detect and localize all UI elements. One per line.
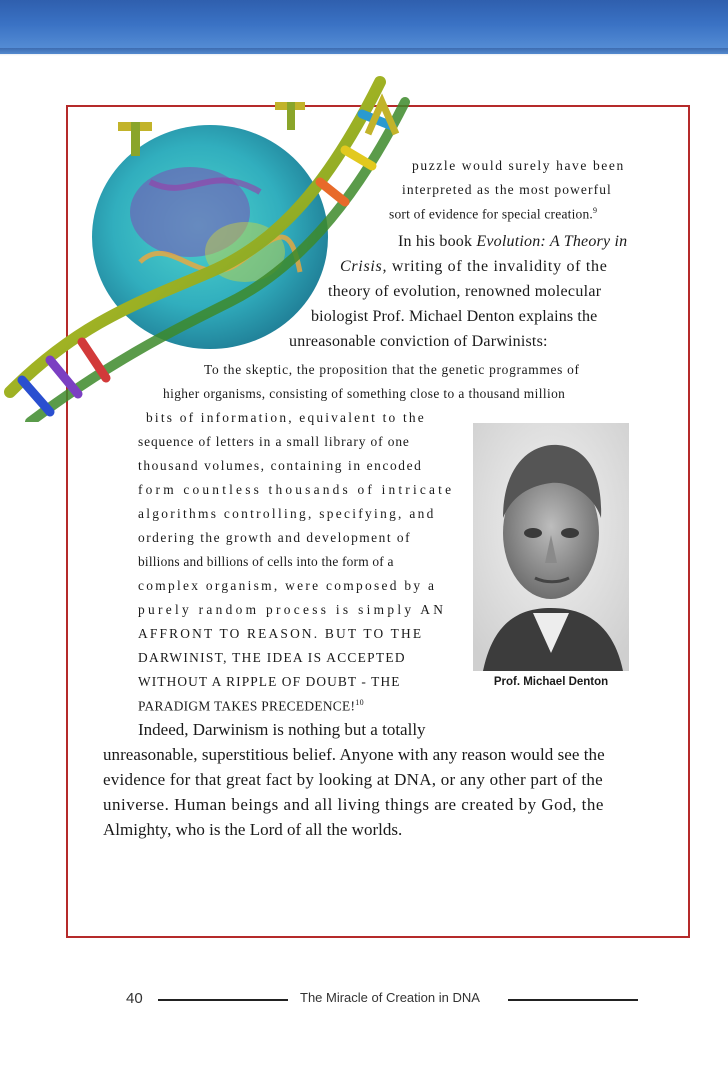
page-number: 40 — [126, 990, 143, 1007]
quote-line-9: billions and billions of cells into the form of a — [138, 554, 394, 569]
para2-lead: In his book — [398, 233, 477, 250]
quote-line-11: purely random process is simply AN — [138, 602, 447, 617]
quote-line-14: WITHOUT A RIPPLE OF DOUBT - THE — [138, 674, 401, 689]
header-band-shadow — [0, 48, 728, 56]
quote-line-12: AFFRONT TO REASON. BUT TO THE — [138, 626, 424, 641]
quote-line-13: DARWINIST, THE IDEA IS ACCEPTED — [138, 650, 406, 665]
intro-line-2: interpreted as the most powerful — [402, 182, 612, 197]
quote-line-8: ordering the growth and development of — [138, 530, 412, 545]
para2-line-5: unreasonable conviction of Darwinists: — [289, 333, 548, 350]
quote-line-2: higher organisms, consisting of something close to a thousand million — [163, 386, 566, 401]
quote-line-1: To the skeptic, the proposition that the genetic programmes of — [204, 362, 580, 377]
closing-line-4: universe. Human beings and all living things are created by God, the — [103, 795, 604, 814]
quote-line-6: form countless thousands of intricate — [138, 482, 455, 497]
para2-line-2 — [340, 258, 608, 276]
quote-line-3: bits of information, equivalent to the — [146, 410, 426, 425]
book-title-italic: Evolution: A Theory in — [476, 233, 628, 250]
quote-line-15-text: PARADIGM TAKES PRECEDENCE! — [138, 698, 356, 714]
closing-line-3: evidence for that great fact by looking at DNA, or any other part of the — [103, 770, 603, 789]
closing-line-1: Indeed, Darwinism is nothing but a totally — [138, 720, 426, 739]
intro-line-3 — [389, 206, 597, 223]
intro-line-1: puzzle would surely have been — [412, 158, 625, 173]
quote-line-7: algorithms controlling, specifying, and — [138, 506, 436, 521]
quote-line-5: thousand volumes, containing in encoded — [138, 458, 423, 473]
photo-caption: Prof. Michael Denton — [493, 676, 609, 688]
dna-letter-t2-icon — [275, 102, 305, 130]
quote-line-10: complex organism, were composed by a — [138, 578, 437, 593]
footnote-ref-9: 9 — [593, 206, 598, 215]
closing-line-5: Almighty, who is the Lord of all the worlds. — [103, 820, 403, 839]
para2-line-2-rest: writing of the invalidity of the — [387, 258, 608, 275]
portrait-photo — [473, 423, 629, 671]
para2-line-3: theory of evolution, renowned molecular — [328, 283, 602, 300]
footer-rule-right — [508, 999, 638, 1001]
footnote-ref-10: 10 — [355, 698, 364, 707]
closing-line-2: unreasonable, superstitious belief. Anyone with any reason would see the — [103, 745, 605, 764]
footer-book-title: The Miracle of Creation in DNA — [300, 990, 480, 1005]
para2-line-1 — [398, 233, 627, 251]
para2-line-4: biologist Prof. Michael Denton explains the — [311, 308, 598, 325]
book-title-italic-cont: Crisis, — [340, 258, 388, 275]
intro-line-3-text: sort of evidence for special creation. — [389, 206, 594, 222]
quote-line-4: sequence of letters in a small library of one — [138, 434, 410, 449]
quote-line-15 — [138, 698, 364, 714]
footer-rule-left — [158, 999, 288, 1001]
header-band — [0, 0, 728, 54]
